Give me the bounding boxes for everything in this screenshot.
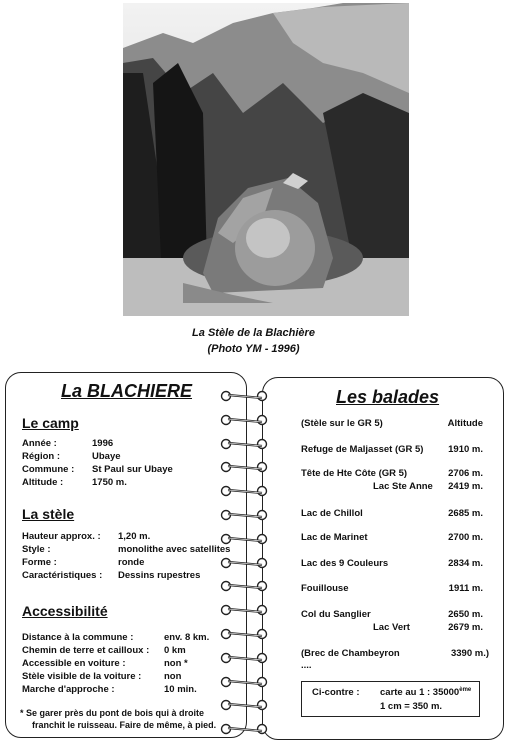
camp-label: Région : (22, 451, 60, 462)
map-scale-line2: 1 cm = 350 m. (380, 701, 443, 712)
access-label: Distance à la commune : (22, 632, 134, 643)
map-scale-line1 (380, 687, 471, 698)
walk-altitude: 2650 m. (448, 609, 483, 620)
binding-ring (220, 461, 268, 473)
right-card-title: Les balades (336, 387, 440, 407)
camp-label: Altitude : (22, 477, 64, 488)
camp-value: 1996 (92, 438, 114, 449)
walk-name: Tête de Hte Côte (GR 5) (301, 468, 408, 479)
left-card-title: La BLACHIERE (61, 381, 193, 401)
binding-ring (220, 390, 268, 402)
walk-altitude: 2685 m. (448, 508, 483, 519)
binding-ring (220, 557, 268, 569)
binding-ring (220, 604, 268, 616)
stele-label: Hauteur approx. : (22, 531, 101, 542)
camp-value: St Paul sur Ubaye (92, 464, 173, 475)
stele-value: ronde (118, 557, 145, 568)
walk-altitude: 2834 m. (448, 558, 483, 569)
stele-label: Forme : (22, 557, 57, 568)
stele-heading: La stèle (22, 506, 75, 522)
access-value: non * (164, 658, 188, 669)
access-label: Marche d'approche : (22, 684, 115, 695)
map-scale-sup: ème (459, 687, 472, 693)
walk-name: Lac Vert (373, 622, 410, 633)
right-card (262, 377, 504, 740)
stele-photo (123, 3, 409, 316)
walk-name: Lac Ste Anne (373, 481, 433, 492)
access-label: Chemin de terre et cailloux : (22, 645, 150, 656)
photo-credit: (Photo YM - 1996) (207, 343, 300, 355)
walk-altitude: 2700 m. (448, 532, 483, 543)
binding-ring (220, 723, 268, 735)
binding-ring (220, 509, 268, 521)
walk-altitude: 1911 m. (448, 583, 483, 594)
stele-value: monolithe avec satellites (118, 544, 231, 555)
walk-name: Lac de Chillol (301, 508, 363, 519)
binding-ring (220, 676, 268, 688)
left-card (5, 372, 247, 738)
walk-altitude: 2419 m. (448, 481, 483, 492)
access-value: 0 km (164, 645, 186, 656)
walk-name: Fouillouse (301, 583, 349, 594)
photo-caption: La Stèle de la Blachière (192, 327, 315, 339)
binding-ring (220, 580, 268, 592)
walk-ellipsis: .... (301, 660, 312, 671)
walk-name: Refuge de Maljasset (GR 5) (301, 444, 424, 455)
binding-ring (220, 485, 268, 497)
stele-label: Caractéristiques : (22, 570, 103, 581)
access-value: non (164, 671, 182, 682)
walk-name: (Brec de Chambeyron (301, 648, 400, 659)
camp-label: Année : (22, 438, 57, 449)
walk-altitude: Altitude (447, 418, 483, 429)
camp-value: 1750 m. (92, 477, 127, 488)
access-label: Accessible en voiture : (22, 658, 126, 669)
binding-ring (220, 628, 268, 640)
binding-ring (220, 414, 268, 426)
access-heading: Accessibilité (22, 603, 108, 619)
walk-name: (Stèle sur le GR 5) (301, 418, 383, 429)
stele-value: Dessins rupestres (118, 570, 201, 581)
parking-note-cont: franchit le ruisseau. Faire de même, à pied. (32, 720, 217, 730)
map-scale-ratio: carte au 1 : 35000 (380, 687, 460, 699)
walk-name: Lac de Marinet (301, 532, 368, 543)
stele-value: 1,20 m. (118, 531, 151, 542)
access-label: Stèle visible de la voiture : (22, 671, 142, 682)
binding-ring (220, 438, 268, 450)
camp-value: Ubaye (92, 451, 121, 462)
walk-altitude: 2706 m. (448, 468, 483, 479)
access-value: 10 min. (164, 684, 197, 695)
walk-altitude: 1910 m. (448, 444, 483, 455)
map-scale-label: Ci-contre : (312, 687, 360, 698)
map-scale-box (301, 681, 480, 717)
walk-altitude: 3390 m.) (450, 648, 489, 659)
access-value: env. 8 km. (164, 632, 210, 643)
walk-name: Lac des 9 Couleurs (301, 558, 389, 569)
camp-heading: Le camp (22, 415, 79, 431)
binding-ring (220, 533, 268, 545)
walk-name: Col du Sanglier (301, 609, 371, 620)
stele-label: Style : (22, 544, 51, 555)
binding-ring (220, 699, 268, 711)
walk-altitude: 2679 m. (448, 622, 483, 633)
binding-ring (220, 652, 268, 664)
parking-note: * Se garer près du pont de bois qui à droite (20, 708, 205, 718)
camp-label: Commune : (22, 464, 75, 475)
